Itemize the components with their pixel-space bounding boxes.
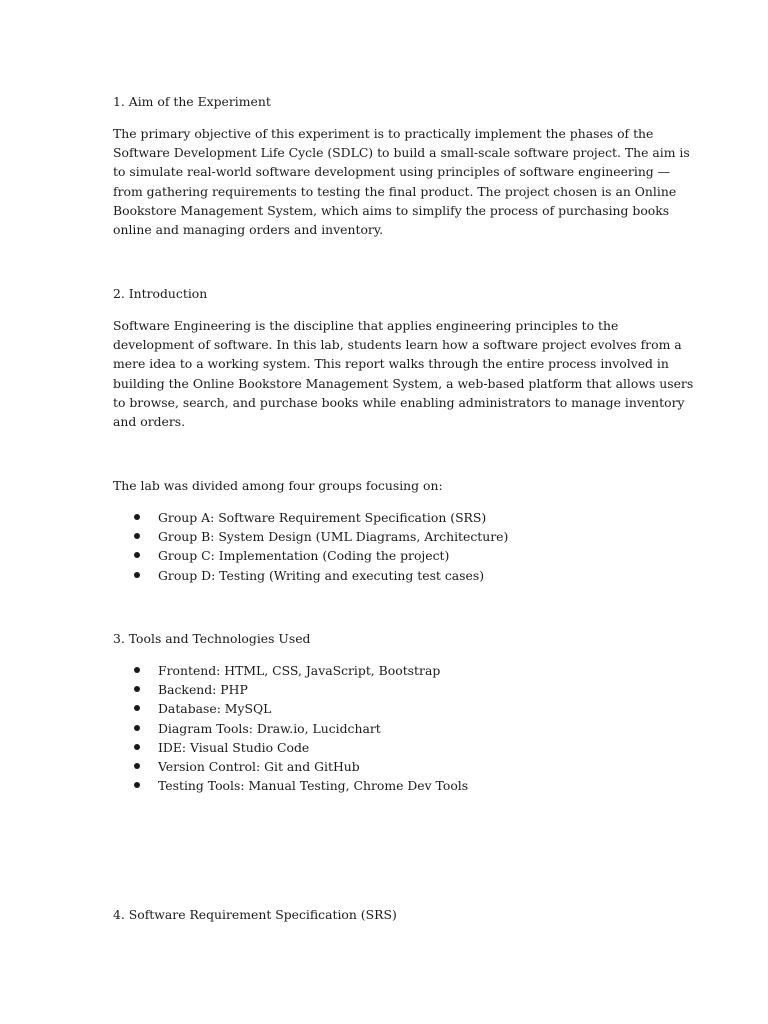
bullet-icon [134, 686, 140, 692]
section-heading-tools: 3. Tools and Technologies Used [113, 631, 311, 646]
intro-line: mere idea to a working system. This report walks through the entire process involved in [113, 356, 669, 372]
group-item-text: Group A: Software Requirement Specification (SRS) [158, 510, 487, 525]
group-item-text: Group D: Testing (Writing and executing test cases) [158, 567, 485, 583]
introduction-paragraph [113, 316, 694, 431]
intro-line: building the Online Bookstore Management System, a web-based platform that allows users [113, 375, 694, 391]
list-item [113, 699, 468, 718]
tool-item-text: Diagram Tools: Draw.io, Lucidchart [158, 720, 381, 736]
list-item [113, 527, 508, 546]
list-item [113, 680, 468, 699]
tool-item-text: Testing Tools: Manual Testing, Chrome Dev Tools [158, 778, 469, 794]
list-item [113, 719, 468, 738]
list-item [113, 776, 468, 795]
section-heading-aim: 1. Aim of the Experiment [113, 94, 271, 109]
bullet-icon [134, 705, 140, 711]
group-item-text: Group B: System Design (UML Diagrams, Architecture) [158, 529, 509, 545]
bullet-icon [134, 533, 140, 539]
section-heading-srs: 4. Software Requirement Specification (SRS) [113, 907, 397, 922]
tool-item-text: IDE: Visual Studio Code [158, 739, 310, 755]
groups-intro-text: The lab was divided among four groups focusing on: [113, 478, 443, 493]
tool-item-text: Database: MySQL [158, 701, 272, 717]
list-item [113, 508, 508, 527]
intro-line: and orders. [113, 414, 186, 430]
section-heading-introduction: 2. Introduction [113, 286, 208, 301]
bullet-icon [134, 744, 140, 750]
list-item [113, 738, 468, 757]
groups-list [113, 508, 508, 585]
aim-line: online and managing orders and inventory. [113, 222, 384, 238]
tools-list [113, 661, 468, 795]
list-item [113, 661, 468, 680]
bullet-icon [134, 514, 140, 520]
group-item-text: Group C: Implementation (Coding the project) [158, 548, 450, 564]
bullet-icon [134, 572, 140, 578]
aim-line: Software Development Life Cycle (SDLC) to build a small-scale software project. The aim is [113, 145, 690, 161]
aim-line: to simulate real-world software development using principles of software engineering — [113, 164, 671, 180]
bullet-icon [134, 552, 140, 558]
aim-line: from gathering requirements to testing the final product. The project chosen is an Online [113, 183, 677, 199]
list-item [113, 566, 508, 585]
bullet-icon [134, 763, 140, 769]
aim-line: The primary objective of this experiment is to practically implement the phases of the [113, 126, 654, 141]
bullet-icon [134, 782, 140, 788]
tool-item-text: Version Control: Git and GitHub [158, 758, 360, 774]
intro-line: Software Engineering is the discipline that applies engineering principles to the [113, 318, 619, 333]
tool-item-text: Frontend: HTML, CSS, JavaScript, Bootstrap [158, 663, 441, 678]
bullet-icon [134, 667, 140, 673]
intro-line: to browse, search, and purchase books while enabling administrators to manage inventory [113, 394, 685, 410]
list-item [113, 546, 508, 565]
aim-paragraph [113, 124, 690, 239]
aim-line: Bookstore Management System, which aims to simplify the process of purchasing books [113, 202, 670, 218]
tool-item-text: Backend: PHP [158, 682, 248, 698]
bullet-icon [134, 725, 140, 731]
intro-line: development of software. In this lab, students learn how a software project evolves from a [113, 337, 682, 353]
list-item [113, 757, 468, 776]
